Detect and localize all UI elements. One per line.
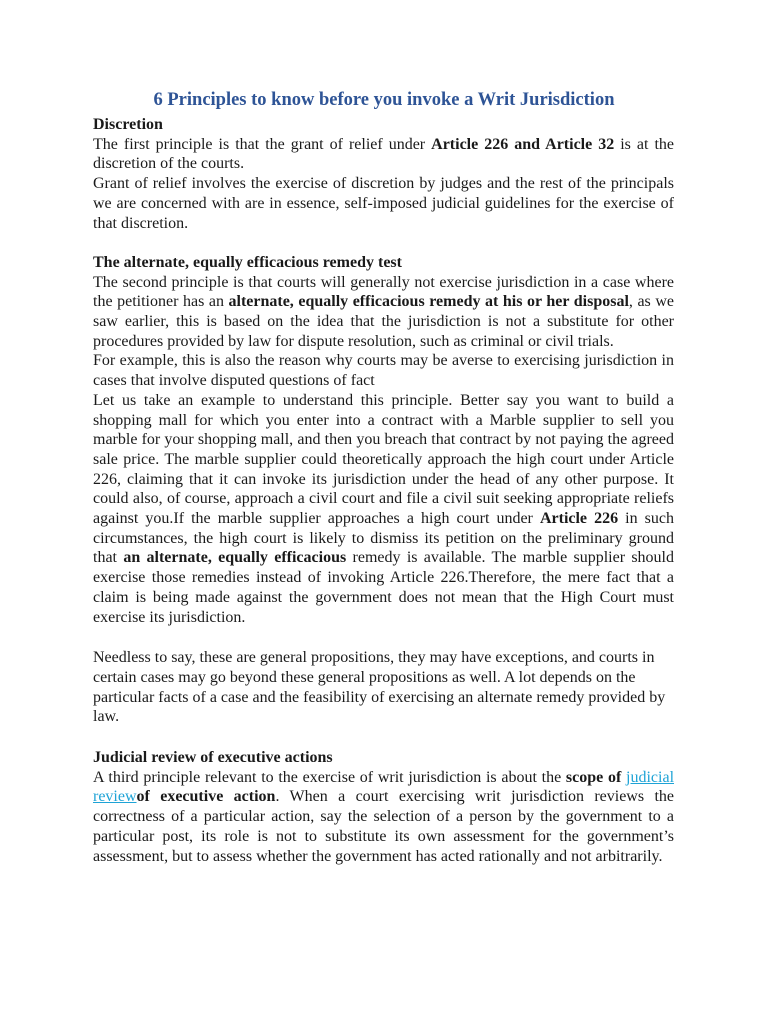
paragraph-spacer [93, 727, 674, 748]
text-run: The second principle is that courts will generally not exercise jurisdiction in a case where the petitioner has an [93, 273, 674, 311]
text-run: Let us take an example to understand this principle. Better say you want to build a shopping mall for which you enter into a contract with a Marble supplier to sell you marble for your shopping mall, and then you breach that contract by not paying the agreed sale price. The marble supplier could theoretically approach the high court under Article 226, claiming that it can invoke its jurisdiction under the head of any other purpose. It could also, of course, approach a civil court and file a civil suit seeking appropriate reliefs against you.If the marble supplier approaches a high court under [93, 391, 674, 528]
text-run: . When a court exercising writ jurisdiction reviews the correctness of a particular action, say the selection of a person by the government to a particular post, its role is not to substitute its own assessment for the government’s assessment, but to assess whether the government has acted rationally and not arbitrarily. [93, 788, 674, 865]
text-run: A third principle relevant to the exercise of writ jurisdiction is about the [93, 768, 566, 786]
paragraph: Grant of relief involves the exercise of discretion by judges and the rest of the principals we are concerned with are in essence, self-imposed judicial guidelines for the exercise of that discretion. [93, 175, 674, 232]
page-title: 6 Principles to know before you invoke a Writ Jurisdiction [153, 90, 615, 110]
section-heading-alternate-remedy: The alternate, equally efficacious remedy test [93, 253, 402, 271]
document-body [93, 115, 674, 866]
paragraph [93, 135, 674, 174]
bold-text: Article 226 and Article 32 [431, 135, 615, 153]
paragraph-spacer [93, 233, 674, 253]
paragraph [93, 768, 674, 867]
section-heading-discretion: Discretion [93, 116, 163, 133]
bold-text: scope of [565, 768, 627, 786]
paragraph: For example, this is also the reason why courts may be averse to exercising jurisdiction in cases that involve disputed questions of fact [93, 352, 674, 390]
bold-text: of executive action [136, 788, 276, 806]
judicial-review-link[interactable]: judicial review [93, 768, 675, 806]
bold-text: an alternate, equally efficacious [123, 549, 347, 567]
text-run: , as we saw earlier, this is based on the idea that the jurisdiction is not a substitute for other procedures provided by law for dispute resolution, such as criminal or civil trials. [93, 293, 674, 350]
paragraph: Needless to say, these are general propositions, they may have exceptions, and courts in certain cases may go beyond these general propositions as well. A lot depends on the particular facts of a case and the feasibility of exercising an alternate remedy provided by law. [93, 649, 666, 726]
bold-text: alternate, equally efficacious remedy at his or her disposal [228, 293, 629, 311]
text-run: remedy is available. The marble supplier should exercise those remedies instead of invoking Article 226.Therefore, the mere fact that a claim is being made against the government does not mean that the High Court must exercise its jurisdiction. [93, 549, 675, 626]
paragraph-spacer [93, 627, 674, 648]
text-run: is at the discretion of the courts. [93, 135, 675, 173]
text-run: in such circumstances, the high court is likely to dismiss its petition on the preliminary ground that [93, 510, 675, 567]
bold-text: Article 226 [539, 510, 619, 528]
paragraph [93, 273, 674, 352]
paragraph [93, 391, 674, 627]
section-heading-judicial-review: Judicial review of executive actions [93, 749, 333, 767]
text-run: The first principle is that the grant of relief under [93, 135, 432, 153]
